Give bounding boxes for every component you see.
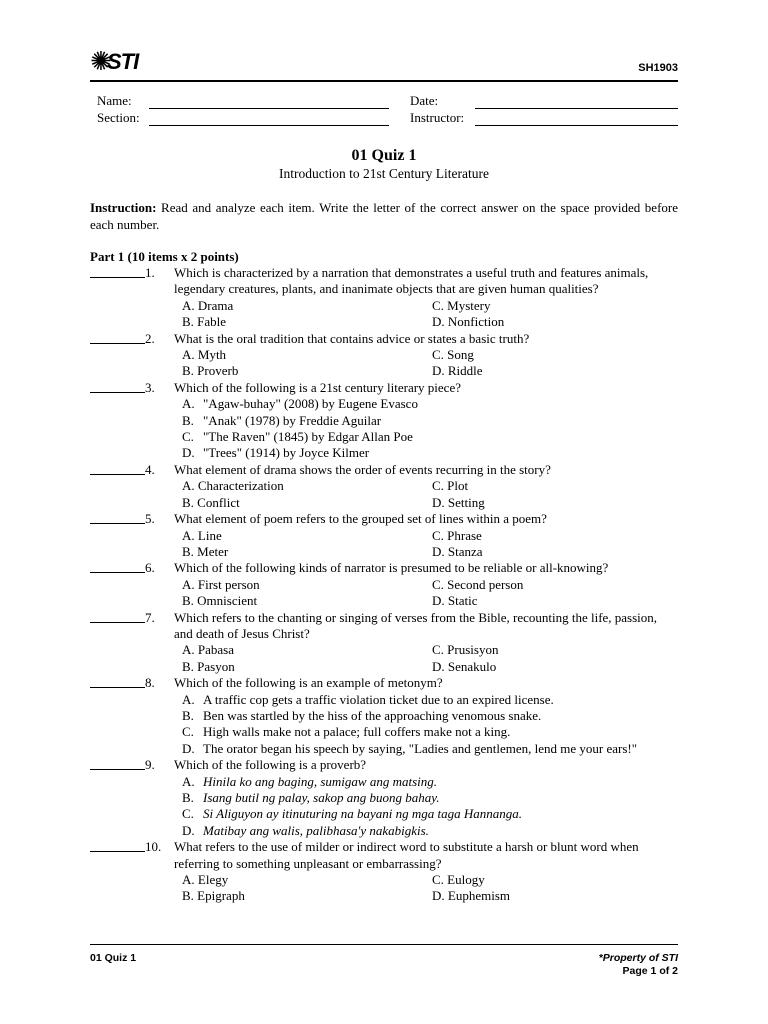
- instructor-label: Instructor:: [410, 110, 465, 125]
- answer-blank[interactable]: [90, 380, 145, 396]
- question-stem: What refers to the use of milder or indirect word to substitute a harsh or blunt word when referring to something unpleasant or embarrassing?: [174, 839, 639, 871]
- answer-option: A. Line: [182, 527, 222, 543]
- option-text: High walls make not a palace; full coffers make not a king.: [203, 724, 511, 740]
- answer-option: B. Conflict: [182, 494, 240, 510]
- option-row: [182, 593, 678, 609]
- option-letter: D.: [182, 445, 195, 461]
- answer-option: [182, 692, 678, 708]
- name-field[interactable]: [149, 108, 389, 109]
- answer-blank[interactable]: [90, 675, 145, 691]
- answer-option: A. First person: [182, 576, 260, 592]
- option-letter: D.: [182, 740, 195, 756]
- question-number: 3.: [145, 379, 155, 395]
- option-text: A traffic cop gets a traffic violation ticket due to an expired license.: [203, 691, 554, 707]
- quiz-title: 01 Quiz 1: [351, 147, 417, 164]
- date-label: Date:: [410, 93, 439, 108]
- answer-blank[interactable]: [90, 462, 145, 478]
- option-row: [182, 642, 678, 658]
- option-row: [182, 659, 678, 675]
- instruction-label: Instruction:: [90, 200, 157, 215]
- section-label: Section:: [97, 110, 140, 125]
- option-text: The orator began his speech by saying, "Ladies and gentlemen, lend me your ears!": [203, 740, 638, 756]
- answer-option: B. Proverb: [182, 363, 239, 379]
- name-label: Name:: [97, 93, 132, 108]
- question-number: 4.: [145, 461, 155, 477]
- answer-option: [182, 429, 678, 445]
- answer-option: A. Pabasa: [182, 642, 234, 658]
- footer-title: 01 Quiz 1: [90, 952, 137, 964]
- question-stem: Which of the following kinds of narrator is presumed to be reliable or all-knowing?: [174, 560, 609, 576]
- answer-option: [182, 708, 678, 724]
- option-text: "The Raven" (1845) by Edgar Allan Poe: [203, 429, 413, 445]
- option-letter: B.: [182, 707, 194, 723]
- answer-option: [182, 741, 678, 757]
- answer-option: C. Mystery: [432, 297, 491, 313]
- answer-option: [182, 823, 678, 839]
- option-text: Si Aliguyon ay itinuturing na bayani ng mga taga Hannanga.: [203, 806, 522, 822]
- answer-option: D. Setting: [432, 494, 485, 510]
- option-row: [182, 544, 678, 560]
- question-stem: Which refers to the chanting or singing of verses from the Bible, recounting the life, passion, and death of Jesus Christ?: [174, 609, 658, 641]
- answer-option: A. Drama: [182, 297, 234, 313]
- instruction-text: Read and analyze each item. Write the letter of the correct answer on the space provided before each number.: [90, 200, 678, 232]
- answer-option: A. Elegy: [182, 872, 229, 888]
- question-item: [90, 610, 678, 676]
- option-letter: A.: [182, 691, 195, 707]
- answer-option: [182, 774, 678, 790]
- answer-option: A. Myth: [182, 347, 227, 363]
- question-stem: Which of the following is a 21st century literary piece?: [174, 379, 461, 395]
- answer-option: [182, 724, 678, 740]
- logo-star-icon: ✺: [90, 47, 112, 77]
- question-item: [90, 757, 678, 839]
- footer-page-number: Page 1 of 2: [622, 965, 678, 977]
- quiz-subtitle: Introduction to 21st Century Literature: [279, 166, 489, 181]
- option-letter: C.: [182, 429, 194, 445]
- option-letter: A.: [182, 396, 195, 412]
- answer-option: D. Stanza: [432, 543, 483, 559]
- question-stem: Which of the following is an example of metonym?: [174, 675, 443, 691]
- question-list: [90, 265, 678, 905]
- answer-option: [182, 790, 678, 806]
- answer-option: [182, 806, 678, 822]
- option-row: [182, 478, 678, 494]
- question-item: [90, 462, 678, 511]
- question-stem: What is the oral tradition that contains advice or states a basic truth?: [174, 330, 530, 346]
- option-text: Isang butil ng palay, sakop ang buong bahay.: [203, 790, 440, 805]
- option-row: [182, 872, 678, 888]
- question-stem: What element of poem refers to the grouped set of lines within a poem?: [174, 511, 547, 527]
- option-letter: A.: [182, 773, 195, 789]
- question-item: [90, 560, 678, 609]
- option-text: Ben was startled by the hiss of the approaching venomous snake.: [203, 707, 542, 723]
- answer-option: D. Static: [432, 593, 478, 609]
- section-field[interactable]: [149, 125, 389, 126]
- question-number: 10.: [145, 839, 162, 855]
- answer-option: [182, 445, 678, 461]
- question-number: 6.: [145, 560, 155, 576]
- answer-option: D. Nonfiction: [432, 314, 505, 330]
- question-number: 9.: [145, 757, 155, 773]
- answer-option: B. Pasyon: [182, 658, 235, 674]
- answer-blank[interactable]: [90, 511, 145, 527]
- question-number: 1.: [145, 265, 155, 280]
- date-field[interactable]: [475, 108, 678, 109]
- question-stem: Which of the following is a proverb?: [174, 757, 367, 773]
- answer-option: C. Second person: [432, 576, 524, 592]
- answer-option: C. Song: [432, 347, 474, 363]
- answer-option: B. Meter: [182, 543, 229, 559]
- answer-option: [182, 396, 678, 412]
- answer-option: C. Prusisyon: [432, 642, 499, 658]
- option-row: [182, 577, 678, 593]
- option-row: [182, 495, 678, 511]
- option-text: "Trees" (1914) by Joyce Kilmer: [203, 445, 370, 461]
- question-number: 2.: [145, 330, 155, 346]
- footer-divider: [90, 944, 678, 945]
- answer-option: D. Senakulo: [432, 658, 497, 674]
- instructor-field[interactable]: [475, 125, 678, 126]
- option-letter: B.: [182, 790, 194, 805]
- part-heading: Part 1 (10 items x 2 points): [90, 249, 239, 264]
- option-text: Matibay ang walis, palibhasa'y nakabigkis.: [203, 822, 429, 838]
- option-letter: C.: [182, 724, 194, 740]
- question-item: [90, 675, 678, 757]
- question-item: [90, 380, 678, 462]
- answer-blank[interactable]: [90, 560, 145, 576]
- question-number: 7.: [145, 609, 155, 625]
- answer-blank[interactable]: [90, 265, 145, 281]
- logo-text: STI: [107, 49, 139, 74]
- question-number: 8.: [145, 675, 155, 691]
- answer-option: [182, 413, 678, 429]
- option-row: [182, 298, 678, 314]
- answer-option: B. Omniscient: [182, 593, 258, 609]
- option-row: [182, 888, 678, 904]
- option-letter: D.: [182, 822, 195, 838]
- answer-option: D. Euphemism: [432, 888, 510, 904]
- answer-option: B. Epigraph: [182, 888, 245, 904]
- option-row: [182, 314, 678, 330]
- answer-option: B. Fable: [182, 314, 227, 330]
- instruction-paragraph: [90, 199, 678, 233]
- answer-option: C. Plot: [432, 478, 469, 494]
- option-row: [182, 347, 678, 363]
- question-stem: Which is characterized by a narration that demonstrates a useful truth and features animals, legendary creatures, plants, and inanimate objects that are given human qualities?: [174, 265, 649, 297]
- answer-option: D. Riddle: [432, 363, 483, 379]
- sti-logo: [90, 47, 150, 77]
- answer-blank[interactable]: [90, 610, 145, 626]
- option-text: Hinila ko ang baging, sumigaw ang matsing.: [203, 773, 438, 789]
- option-text: "Anak" (1978) by Freddie Aguilar: [203, 412, 382, 428]
- footer-property: *Property of STI: [598, 952, 678, 964]
- option-text: "Agaw-buhay" (2008) by Eugene Evasco: [203, 396, 418, 412]
- option-letter: B.: [182, 412, 194, 428]
- document-code: SH1903: [638, 62, 678, 74]
- answer-option: A. Characterization: [182, 478, 284, 494]
- option-letter: C.: [182, 806, 194, 822]
- question-stem: What element of drama shows the order of events recurring in the story?: [174, 461, 551, 477]
- question-item: [90, 511, 678, 560]
- answer-option: C. Phrase: [432, 527, 482, 543]
- question-item: [90, 839, 678, 905]
- answer-blank[interactable]: [90, 331, 145, 347]
- answer-blank[interactable]: [90, 839, 145, 855]
- option-row: [182, 528, 678, 544]
- question-item: [90, 331, 678, 380]
- footer-info: [599, 952, 678, 978]
- answer-blank[interactable]: [90, 757, 145, 773]
- question-item: [90, 265, 678, 331]
- header-divider: [90, 80, 678, 82]
- question-number: 5.: [145, 511, 155, 527]
- option-row: [182, 363, 678, 379]
- answer-option: C. Eulogy: [432, 872, 485, 888]
